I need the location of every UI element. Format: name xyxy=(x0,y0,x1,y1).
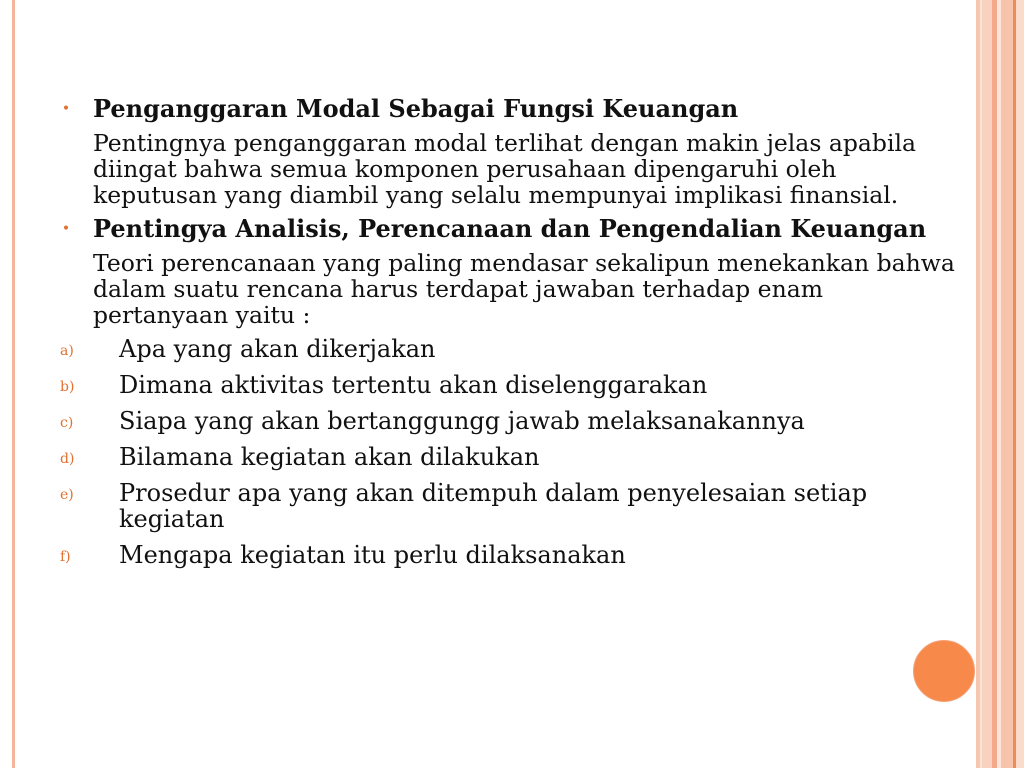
list-marker: d) xyxy=(60,451,75,467)
list-item-text: Siapa yang akan bertanggungg jawab melaksanakannya xyxy=(119,407,805,435)
decorative-circle xyxy=(913,640,975,702)
list-item xyxy=(60,336,965,362)
list-item xyxy=(60,480,965,532)
list-item-text: Bilamana kegiatan akan dilakukan xyxy=(119,443,540,471)
list-item xyxy=(60,372,965,398)
section-body: Teori perencanaan yang paling mendasar sekalipun menekankan bahwa dalam suatu rencana harus terdapat jawaban terhadap enam pertanyaan yaitu : xyxy=(93,249,955,329)
list-item xyxy=(60,542,965,568)
section-heading: Penganggaran Modal Sebagai Fungsi Keuangan xyxy=(93,94,739,123)
section-heading: Pentingya Analisis, Perencanaan dan Pengendalian Keuangan xyxy=(93,214,927,243)
stripe xyxy=(1016,0,1024,768)
list-marker: c) xyxy=(60,415,74,431)
list-item-text: Mengapa kegiatan itu perlu dilaksanakan xyxy=(119,541,626,569)
list-marker: b) xyxy=(60,379,75,395)
list-item-text: Prosedur apa yang akan ditempuh dalam penyelesaian setiap kegiatan xyxy=(119,479,868,533)
list-marker: a) xyxy=(60,343,74,359)
list-item-text: Apa yang akan dikerjakan xyxy=(119,335,436,363)
list-marker: e) xyxy=(60,487,74,503)
bullet-icon: • xyxy=(61,221,71,237)
bullet-section xyxy=(60,216,965,328)
stripe xyxy=(1001,0,1013,768)
right-decorative-stripes xyxy=(976,0,1024,768)
list-marker: f) xyxy=(60,549,71,565)
slide-content xyxy=(60,96,965,578)
bullet-icon: • xyxy=(61,101,71,117)
bullet-section xyxy=(60,96,965,208)
section-body: Pentingnya penganggaran modal terlihat dengan makin jelas apabila diingat bahwa semua komponen perusahaan dipengaruhi oleh keputusan yang diambil yang selalu mempunyai implikasi finansial. xyxy=(93,129,916,209)
list-item xyxy=(60,444,965,470)
stripe xyxy=(982,0,992,768)
list-item xyxy=(60,408,965,434)
list-item-text: Dimana aktivitas tertentu akan diselenggarakan xyxy=(119,371,708,399)
left-border-line xyxy=(12,0,15,768)
